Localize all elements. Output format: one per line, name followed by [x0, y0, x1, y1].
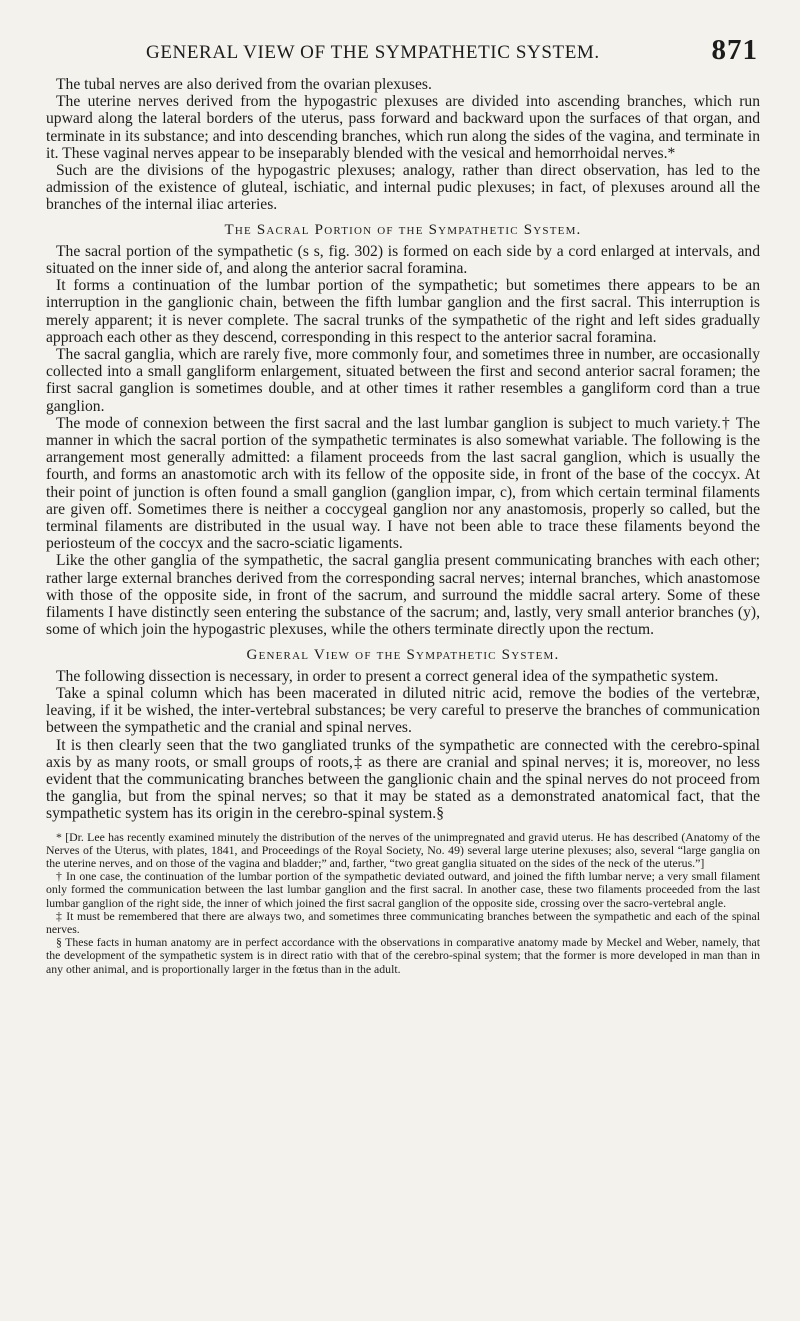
paragraph: It is then clearly seen that the two gangliated trunks of the sympathetic are connected with the cerebro-spinal axis by as many roots, or small groups of roots,‡ as there are cranial and spinal nerves; it is, moreover, no less evident that the communicating branches between the ganglionic chain and the spinal nerves do not proceed from the ganglia, but from the spinal nerves; so that it may be stated as a demonstrated anatomical fact, that the sympathetic system has its origin in the cerebro-spinal system.§: [46, 736, 760, 823]
paragraph: The mode of connexion between the first sacral and the last lumbar ganglion is subject to much variety.† The manner in which the sacral portion of the sympathetic terminates is also somewhat variable. The following is the arrangement most generally admitted: a filament proceeds from the last sacral ganglion, which is usually the fourth, and forms an anastomotic arch with its fellow of the opposite side, in front of the base of the coccyx. At their point of junction is often found a small ganglion (ganglion impar, c), from which certain terminal filaments are given off. Sometimes there is neither a coccygeal ganglion nor any anastomosis, properly so called, but the terminal filaments are distributed in the usual way. I have not been able to trace these filaments beyond the periosteum of the coccyx and the sacro-sciatic ligaments.: [46, 414, 760, 553]
footnote: § These facts in human anatomy are in perfect accordance with the observations in comparative anatomy made by Meckel and Weber, namely, that the development of the sympathetic system is in direct ratio with that of the cerebro-spinal system; that the former is more developed in man than in any other animal, and is proportionally larger in the fœtus than in the adult.: [46, 935, 760, 976]
paragraph: The tubal nerves are also derived from the ovarian plexuses.: [56, 76, 432, 93]
paragraph: Such are the divisions of the hypogastric plexuses; analogy, rather than direct observation, has led to the admission of the existence of gluteal, ischiatic, and internal pudic plexuses; in fact, of plexuses around all the branches of the internal iliac arteries.: [46, 162, 760, 214]
section-heading-sacral: The Sacral Portion of the Sympathetic System.: [224, 221, 582, 238]
paragraph: The following dissection is necessary, in order to present a correct general idea of the sympathetic system.: [56, 667, 719, 685]
paragraph: It forms a continuation of the lumbar portion of the sympathetic; but sometimes there appears to be an interruption in the ganglionic chain, between the fifth lumbar ganglion and the first sacral. This interruption is merely apparent; it is never complete. The sacral trunks of the sympathetic of the right and left sides gradually approach each other as they descend, corresponding in this respect to the anterior sacral foramina.: [46, 277, 760, 346]
paragraph: Like the other ganglia of the sympathetic, the sacral ganglia present communicating branches with each other; rather large external branches derived from the corresponding sacral nerves; internal branches, which anastomose with those of the opposite side, in front of the sacrum, and surround the middle sacral artery. Some of these filaments I have distinctly seen entering the substance of the sacrum; and, lastly, very small anterior branches (y), some of which join the hypogastric plexuses, while the others terminate directly upon the rectum.: [46, 552, 760, 639]
body-text: [46, 76, 760, 823]
paragraph: The uterine nerves derived from the hypogastric plexuses are divided into ascending branches, which run upward along the lateral borders of the uterus, pass forward and backward upon the surfaces of that organ, and terminate in its substance; and into descending branches, which run along the sides of the vagina, and terminate in it. These vaginal nerves appear to be inseparably blended with the vesical and hemorrhoidal nerves.*: [46, 93, 760, 162]
footnotes: [46, 831, 760, 976]
section-heading-general-view: General View of the Sympathetic System.: [246, 646, 560, 663]
footnote: † In one case, the continuation of the lumbar portion of the sympathetic deviated outward, and joined the fifth lumbar nerve; a very small filament only formed the communication between the last lumbar ganglion and the first sacral. In another case, these two filaments proceeded from the last lumbar ganglion of the right side, the inner of which joined the first sacral ganglion of the opposite side, crossing over the sacro-vertebral angle.: [46, 869, 760, 910]
paragraph: The sacral ganglia, which are rarely five, more commonly four, and sometimes three in number, are occasionally collected into a small gangliform enlargement, situated between the first and second anterior sacral foramen; the first sacral ganglion is sometimes double, and at other times it rather resembles a gangliform cord than a true ganglion.: [46, 346, 760, 415]
page-number: 871: [711, 34, 758, 66]
paragraph: The sacral portion of the sympathetic (s s, fig. 302) is formed on each side by a cord enlarged at intervals, and situated on the inner side of, and along the anterior sacral foramina.: [46, 242, 760, 278]
running-head-title: GENERAL VIEW OF THE SYMPATHETIC SYSTEM.: [146, 42, 600, 63]
footnote: * [Dr. Lee has recently examined minutely the distribution of the nerves of the unimpregnated and gravid uterus. He has described (Anatomy of the Nerves of the Uterus, with plates, 1841, and Proceedings of the Royal Society, No. 49) several large uterine plexuses; also, several “large ganglia on the uterine nerves, and on those of the vagina and bladder;” and, farther, “two great ganglia situated on the sides of the neck of the uterus.”]: [46, 829, 760, 870]
paragraph: Take a spinal column which has been macerated in diluted nitric acid, remove the bodies of the vertebræ, leaving, if it be wished, the inter-vertebral substances; be very careful to preserve the branches of communication between the sympathetic and the cranial and spinal nerves.: [46, 684, 760, 737]
running-head: [46, 30, 760, 70]
footnote: ‡ It must be remembered that there are always two, and sometimes three communicating branches between the sympathetic and each of the spinal nerves.: [46, 908, 760, 936]
